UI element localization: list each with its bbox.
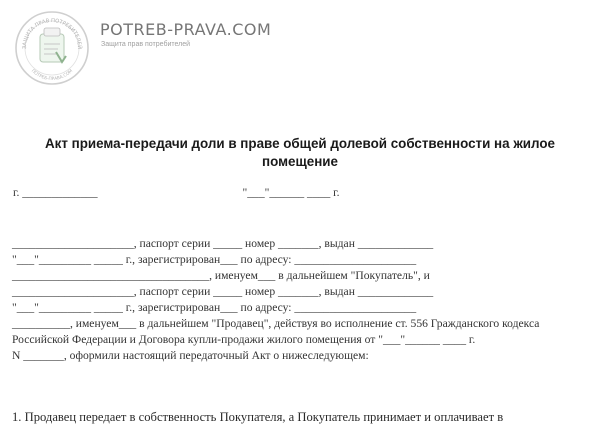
document-line: "___"_________ _____ г., зарегистрирован___ по адресу: _____________________	[12, 301, 417, 314]
seal-text-top: ЗАЩИТА ПРАВ ПОТРЕБИТЕЛЕЙ	[21, 17, 83, 50]
document-title: Акт приема-передачи доли в праве общей долевой собственности на жилое	[44, 136, 555, 151]
site-name[interactable]: POTREB-PRAVA.COM	[100, 20, 272, 39]
document-line: _____________________, паспорт серии _____ номер _______, выдан _____________	[12, 237, 434, 250]
document-title-continued: помещение	[262, 154, 338, 169]
site-logo	[12, 8, 92, 88]
place-date-line: г. _____________ "___"______ ____ г.	[13, 186, 340, 199]
document-line: __________________________________, именуем___ в дальнейшем "Покупатель", и	[12, 269, 430, 282]
document-line: N _______, оформили настоящий передаточный Акт о нижеследующем:	[12, 349, 369, 362]
paragraph-1: 1. Продавец передает в собственность Покупателя, а Покупатель принимает и оплачивает в	[12, 410, 504, 424]
document-line: "___"_________ _____ г., зарегистрирован___ по адресу: _____________________	[12, 253, 417, 266]
document-line: __________, именуем___ в дальнейшем "Продавец", действуя во исполнение ст. 556 Гражданского кодекса	[12, 317, 540, 330]
document-line: Российской Федерации и Договора купли-продажи жилого помещения от "___"______ ____ г.	[12, 333, 476, 346]
site-tagline: Защита прав потребителей	[101, 41, 191, 48]
document-line: _____________________, паспорт серии _____ номер _______, выдан _____________	[12, 285, 434, 298]
seal-text-bottom: ПОТРЕБ-ПРАВА.COM	[29, 68, 75, 83]
